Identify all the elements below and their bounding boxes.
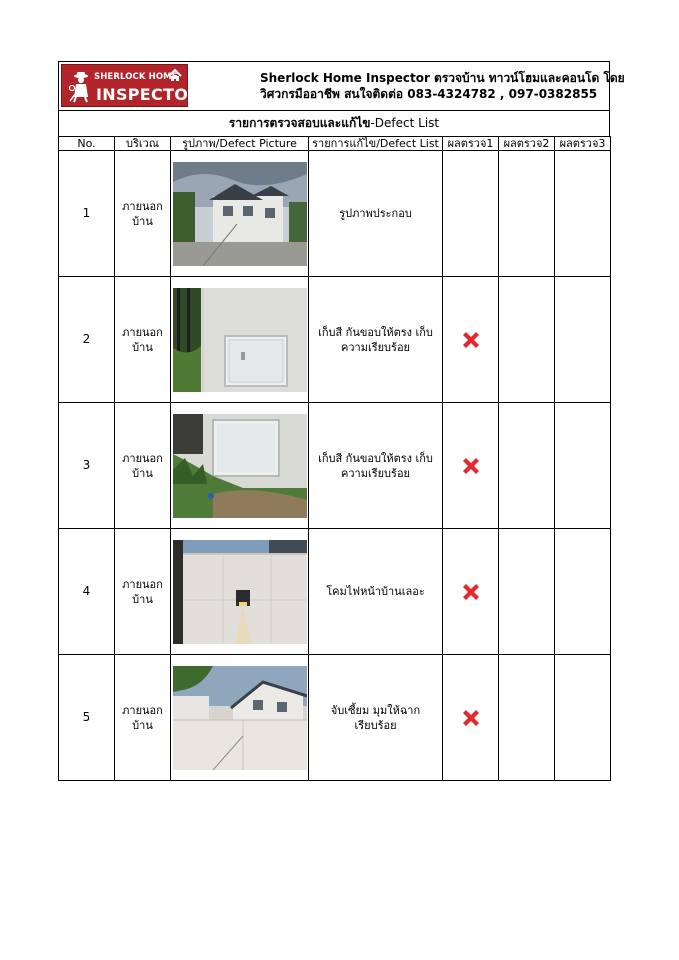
defect-sheet	[58, 61, 625, 781]
wall-lamp-photo[interactable]	[173, 540, 307, 644]
row-check1	[443, 151, 499, 277]
wall-corner-photo[interactable]	[173, 666, 307, 770]
red-cross-icon	[460, 707, 482, 729]
table-row	[59, 529, 611, 655]
row-number: 1	[59, 151, 115, 277]
company-logo	[61, 64, 201, 107]
row-defect: เก็บสี กันขอบให้ตรง เก็บความเรียบร้อย	[309, 277, 443, 403]
row-area: ภายนอกบ้าน	[115, 277, 171, 403]
row-photo-cell	[171, 403, 309, 529]
defect-table	[58, 136, 611, 781]
row-photo-cell	[171, 655, 309, 781]
row-defect: เก็บสี กันขอบให้ตรง เก็บความเรียบร้อย	[309, 403, 443, 529]
col-header-check1: ผลตรวจ1	[443, 137, 499, 151]
row-number: 2	[59, 277, 115, 403]
list-title-thai: รายการตรวจสอบและแก้ไข	[228, 116, 371, 130]
col-header-defect: รายการแก้ไข/Defect List	[309, 137, 443, 151]
list-title-english: -Defect List	[370, 116, 440, 130]
house-front-photo[interactable]	[173, 162, 307, 266]
row-number: 4	[59, 529, 115, 655]
row-area: ภายนอกบ้าน	[115, 529, 171, 655]
row-check1	[443, 529, 499, 655]
company-line-2: วิศวกรมืออาชีพ สนใจติดต่อ 083-4324782 , 097-0382855	[260, 87, 598, 101]
table-row	[59, 403, 611, 529]
row-check2	[499, 151, 555, 277]
row-check2	[499, 655, 555, 781]
col-header-check3: ผลตรวจ3	[555, 137, 611, 151]
logo-text-bottom: INSPECTOR	[96, 85, 201, 104]
row-check2	[499, 277, 555, 403]
table-row	[59, 151, 611, 277]
row-defect: รูปภาพประกอบ	[309, 151, 443, 277]
row-check2	[499, 403, 555, 529]
row-check3	[555, 403, 611, 529]
table-row	[59, 655, 611, 781]
row-check3	[555, 529, 611, 655]
col-header-picture: รูปภาพ/Defect Picture	[171, 137, 309, 151]
row-check1	[443, 277, 499, 403]
row-check3	[555, 151, 611, 277]
row-check2	[499, 529, 555, 655]
garden-panel-photo[interactable]	[173, 414, 307, 518]
col-header-no: No.	[59, 137, 115, 151]
row-photo-cell	[171, 277, 309, 403]
row-photo-cell	[171, 151, 309, 277]
report-header	[58, 61, 625, 110]
row-area: ภายนอกบ้าน	[115, 655, 171, 781]
row-number: 3	[59, 403, 115, 529]
col-header-check2: ผลตรวจ2	[499, 137, 555, 151]
company-info	[260, 70, 625, 102]
red-cross-icon	[460, 329, 482, 351]
row-defect: จับเซี้ยม มุมให้ฉากเรียบร้อย	[309, 655, 443, 781]
list-title	[58, 110, 610, 136]
company-line-1: Sherlock Home Inspector ตรวจบ้าน ทาวน์โฮมและคอนโด โดย	[260, 71, 625, 85]
row-check1	[443, 403, 499, 529]
row-check3	[555, 277, 611, 403]
row-defect: โคมไฟหน้าบ้านเลอะ	[309, 529, 443, 655]
row-check3	[555, 655, 611, 781]
col-header-area: บริเวณ	[115, 137, 171, 151]
detective-icon	[68, 71, 92, 103]
table-header-row	[59, 137, 611, 151]
row-area: ภายนอกบ้าน	[115, 403, 171, 529]
red-cross-icon	[460, 581, 482, 603]
row-photo-cell	[171, 529, 309, 655]
row-number: 5	[59, 655, 115, 781]
logo-text-top: SHERLOCK HOME	[94, 72, 178, 82]
access-panel-photo[interactable]	[173, 288, 307, 392]
red-cross-icon	[460, 455, 482, 477]
row-area: ภายนอกบ้าน	[115, 151, 171, 277]
row-check1	[443, 655, 499, 781]
table-row	[59, 277, 611, 403]
